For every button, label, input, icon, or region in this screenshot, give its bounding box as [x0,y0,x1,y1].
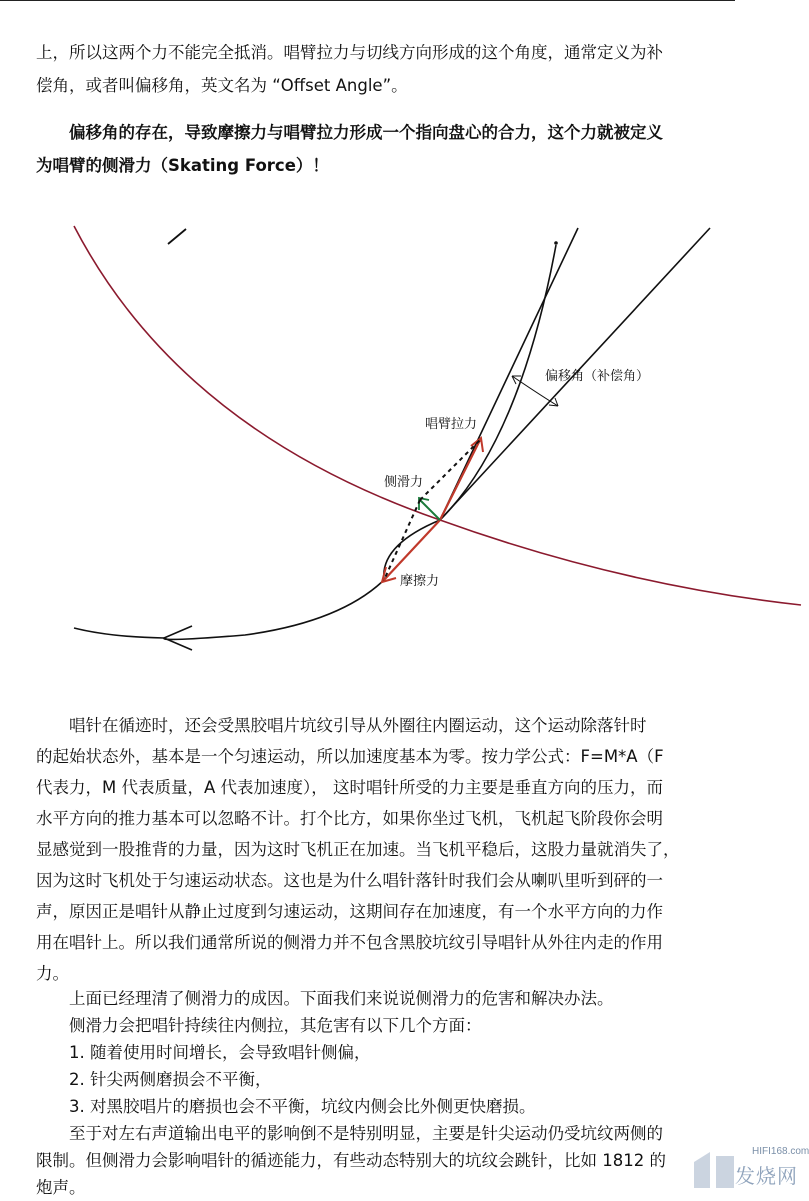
resultant-dashed-lower [384,500,420,580]
text-line: 水平方向的推力基本可以忽略不计。打个比方，如果你坐过飞机，飞机起飞阶段你会明 [36,809,663,828]
friction-arrow [384,520,440,580]
text-line: 偿角，或者叫偏移角，英文名为 “Offset Angle”。 [36,76,408,95]
record-groove-arc [74,226,801,605]
text-line: 唱针在循迹时，还会受黑胶唱片坑纹引导从外圈往内圈运动，这个运动除落针时 [36,716,647,735]
text-line: 力。 [36,964,69,983]
tonearm-arc [440,245,556,520]
text-line: 代表力，M 代表质量，A 代表加速度）， 这时唱针所受的力主要是垂直方向的压力，而 [36,778,664,797]
list-item: 2. 针尖两侧磨损会不平衡， [36,1070,272,1089]
tonearm-pull-arrow [440,440,480,520]
text-line: 的起始状态外，基本是一个匀速运动，所以加速度基本为零。按力学公式：F=M*A（F [36,747,664,766]
text-line: 声，原因正是唱针从静止过度到匀速运动，这期间存在加速度，有一个水平方向的力作 [36,902,663,921]
text-line: 炮声。 [36,1178,86,1197]
header-rule [0,0,735,1]
text-line: 侧滑力会把唱针持续往内侧拉，其危害有以下几个方面： [36,1016,482,1035]
skating-force-label: 侧滑力 [384,475,424,490]
offset-angle-label: 偏移角（补偿角） [545,369,650,384]
watermark-name: 发烧网 [735,1164,798,1188]
paragraph-skating-harm [36,985,736,1201]
text-line: 偏移角的存在，导致摩擦力与唱臂拉力形成一个指向盘心的合力，这个力就被定义 [36,123,663,142]
paragraph-stylus-motion [36,710,736,989]
text-line: 为唱臂的侧滑力（Skating Force）！ [36,156,329,175]
stylus-path-arrowhead [164,626,192,650]
paragraph-offset-angle [36,36,736,102]
skating-force-diagram [0,205,801,685]
list-item: 1. 随着使用时间增长，会导致唱针侧偏， [36,1043,371,1062]
text-line: 因为这时飞机处于匀速运动状态。这也是为什么唱针落针时我们会从喇叭里听到砰的一 [36,871,663,890]
text-line: 上面已经理清了侧滑力的成因。下面我们来说说侧滑力的危害和解决办法。 [36,989,614,1008]
resultant-dashed-upper [420,440,480,500]
paragraph-skating-definition [36,116,736,182]
text-line: 用在唱针上。所以我们通常所说的侧滑力并不包含黑胶坑纹引导唱针从外往内走的作用 [36,933,663,952]
text-line: 至于对左右声道输出电平的影响倒不是特别明显，主要是针尖运动仍受坑纹两侧的 [36,1124,663,1143]
text-line: 显感觉到一股推背的力量，因为这时飞机正在加速。当飞机平稳后，这股力量就消失了， [36,840,680,859]
watermark-logo-icon [690,1148,738,1192]
text-line: 上，所以这两个力不能完全抵消。唱臂拉力与切线方向形成的这个角度，通常定义为补 [36,43,663,62]
text-line: 限制。但侧滑力会影响唱针的循迹能力，有些动态特别大的坑纹会跳针，比如 1812 的 [36,1151,666,1170]
friction-label: 摩擦力 [400,574,440,589]
watermark-site: HIFI168.com [752,1146,809,1157]
tick-mark [168,229,186,244]
tonearm-pull-label: 唱臂拉力 [425,417,478,432]
pivot-dot [554,241,558,245]
list-item: 3. 对黑胶唱片的磨损也会不平衡，坑纹内侧会比外侧更快磨损。 [36,1097,536,1116]
